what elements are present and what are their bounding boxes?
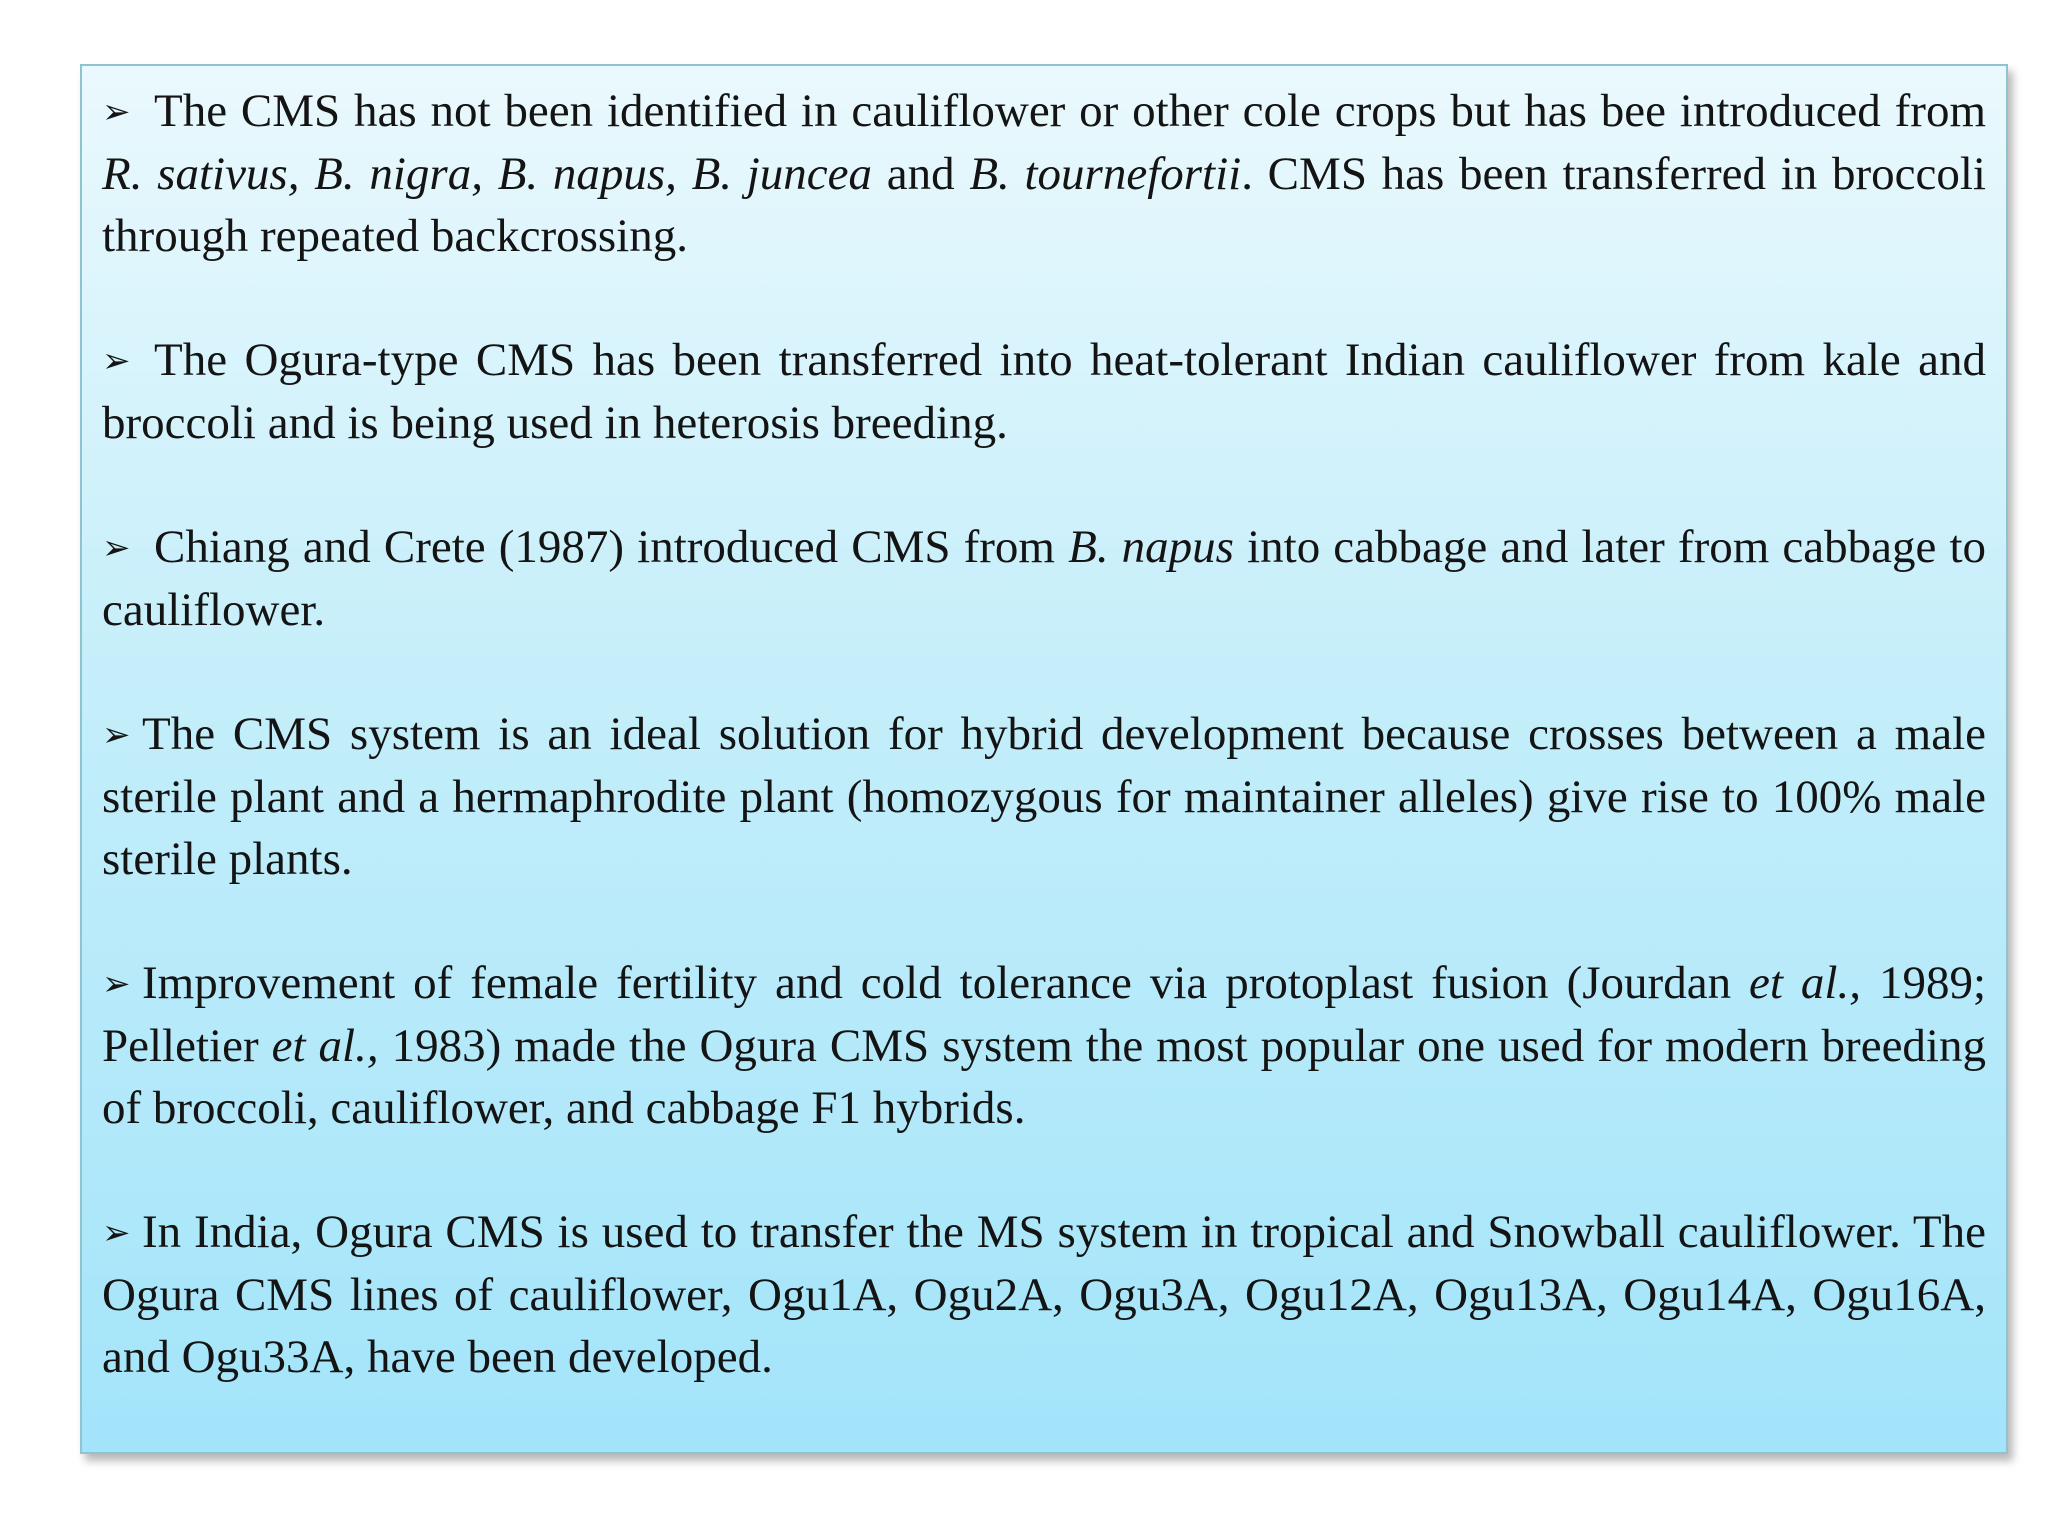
bullet-text: into cabbage and later from cabbage to cauliflower. — [102, 521, 1986, 636]
arrow-bullet-icon: ➢ — [102, 528, 131, 568]
bullet-text: Improvement of female fertility and cold tolerance via protoplast fusion (Jourdan — [142, 957, 1750, 1009]
bullet-text: The Ogura-type CMS has been transferred into heat-tolerant Indian cauliflower from kale and broccoli and is being used in heterosis breeding. — [102, 334, 1986, 449]
arrow-bullet-icon: ➢ — [102, 341, 131, 381]
arrow-bullet-icon: ➢ — [102, 1213, 131, 1253]
bullet-paragraph-5 — [102, 952, 1986, 1139]
citation-et-al: et al., — [271, 1020, 379, 1072]
species-name: B. tournefortii — [969, 148, 1242, 200]
bullet-paragraph-2 — [102, 329, 1986, 454]
bullet-text: 1989; Pelletier — [102, 957, 1987, 1072]
bullet-text: The CMS has not been identified in cauliflower or other cole crops but has bee introduced from — [154, 85, 1986, 137]
bullet-text: 1983) made the Ogura CMS system the most popular one used for modern breeding of broccoli, cauliflower, and cabbage F1 hybrids. — [102, 1020, 1986, 1134]
arrow-bullet-icon: ➢ — [102, 964, 131, 1004]
content-text-box — [80, 64, 2008, 1454]
bullet-text: The CMS system is an ideal solution for hybrid development because crosses between a male sterile plant and a hermaphrodite plant (homozygous for maintainer alleles) give rise to 100% male sterile plants. — [102, 708, 1986, 885]
bullet-text: . CMS has been transferred in broccoli through repeated backcrossing. — [102, 148, 1986, 262]
bullet-paragraph-6 — [102, 1201, 1986, 1388]
arrow-bullet-icon: ➢ — [102, 92, 131, 132]
bullet-text: Chiang and Crete (1987) introduced CMS from — [154, 521, 1069, 573]
citation-et-al: et al., — [1749, 957, 1861, 1009]
bullet-paragraph-4 — [102, 703, 1986, 890]
species-name: B. napus — [1068, 521, 1234, 573]
bullet-paragraph-1 — [102, 80, 1986, 267]
species-names: R. sativus, B. nigra, B. napus, B. juncea — [102, 148, 873, 200]
arrow-bullet-icon: ➢ — [102, 715, 131, 755]
bullet-text: In India, Ogura CMS is used to transfer the MS system in tropical and Snowball cauliflower. The Ogura CMS lines of cauliflower, Ogu1A, Ogu2A, Ogu3A, Ogu12A, Ogu13A, Ogu14A, Ogu16A, and Ogu33A, have been developed. — [102, 1206, 1986, 1383]
bullet-paragraph-3 — [102, 516, 1986, 641]
bullet-text: and — [872, 148, 970, 200]
